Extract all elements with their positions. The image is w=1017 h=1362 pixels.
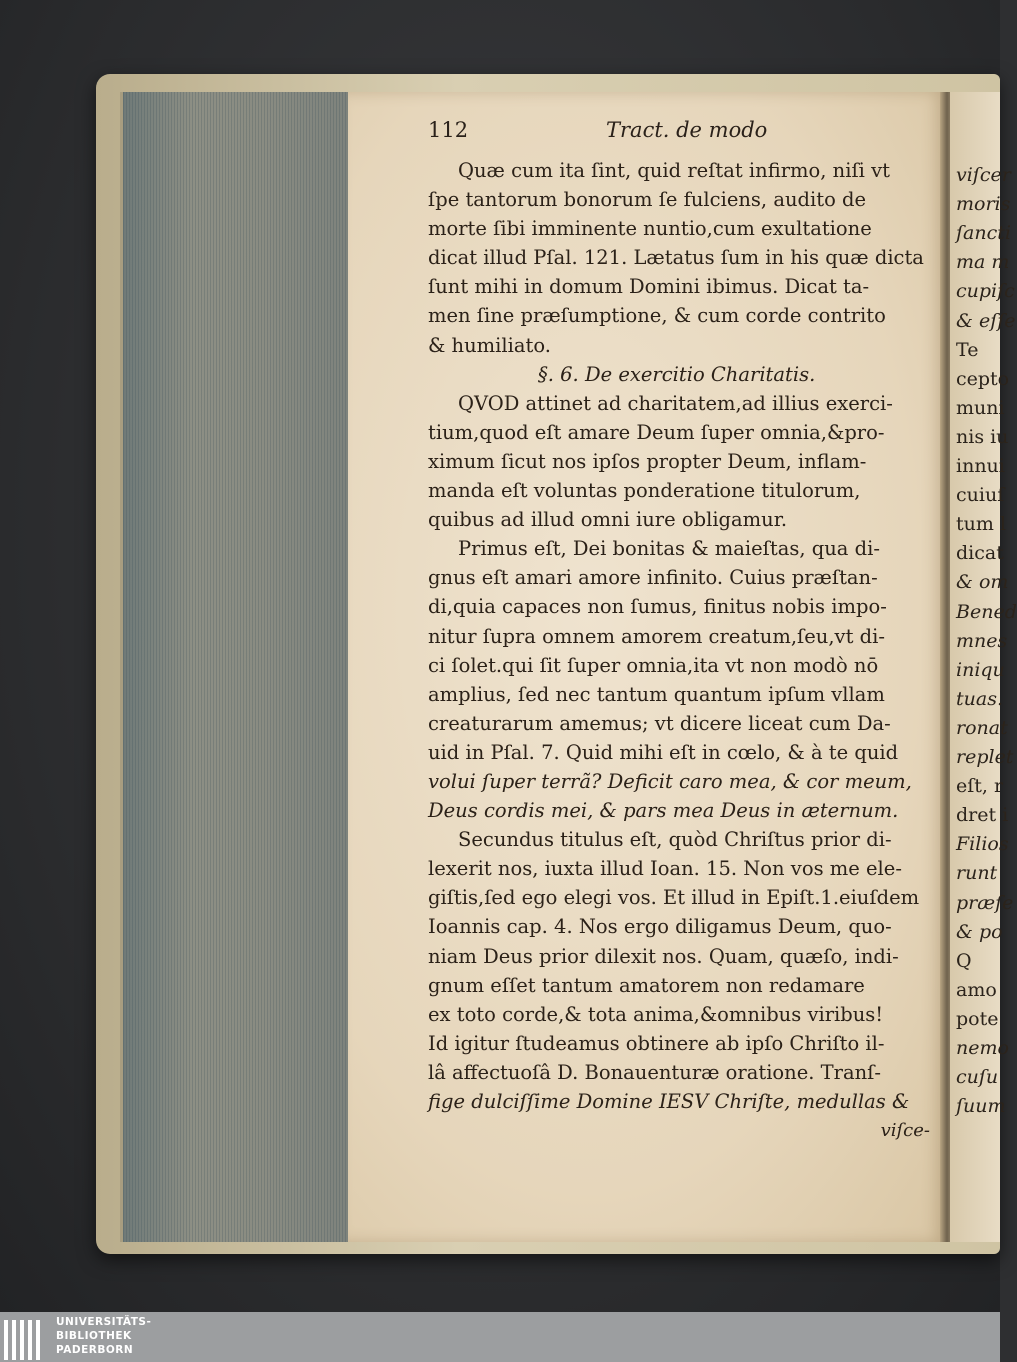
text-line: Deus cordis mei, & pars mea Deus in æternum. bbox=[428, 799, 899, 823]
facing-page-line: pote bbox=[956, 1007, 999, 1030]
text-line: volui ſuper terrã? Deficit caro mea, & cor meum, bbox=[428, 769, 912, 793]
facing-page-line: Bened bbox=[956, 600, 1017, 623]
facing-page-line: dicat bbox=[956, 542, 1004, 565]
facing-page-line: amo bbox=[956, 978, 997, 1001]
text-line: manda eſt voluntas ponderatione titulorum, bbox=[428, 479, 861, 503]
text-line: ximum ſicut nos ipſos propter Deum, inflam- bbox=[428, 449, 867, 473]
text-line: creaturarum amemus; vt dicere liceat cum Da- bbox=[428, 711, 891, 735]
facing-page-line: runt bbox=[956, 862, 998, 885]
text-line: §. 6. De exercitio Charitatis. bbox=[538, 362, 816, 386]
page-text bbox=[428, 156, 938, 1145]
facing-page-line: & eſſe bbox=[956, 309, 1016, 332]
text-line: ſunt mihi in domum Domini ibimus. Dicat ta- bbox=[428, 275, 870, 299]
text-line: di,quia capaces non ſumus, finitus nobis impo- bbox=[428, 595, 887, 619]
facing-page-line: cuiuſ bbox=[956, 484, 1005, 507]
facing-page-line: moris bbox=[956, 193, 1011, 216]
facing-page-line: & po bbox=[956, 920, 1003, 943]
text-line: men ſine præſumptione, & cum corde contrito bbox=[428, 304, 886, 328]
facing-page-line: Filios bbox=[956, 833, 1009, 856]
text-line: amplius, ſed nec tantum quantum ipſum vllam bbox=[428, 682, 885, 706]
facing-page-line: replet bbox=[956, 746, 1014, 768]
facing-page-line: tuas. bbox=[956, 687, 1003, 710]
text-line: Quæ cum ita ſint, quid reſtat infirmo, niſi vt bbox=[458, 159, 890, 182]
text-line: quibus ad illud omni iure obligamur. bbox=[428, 508, 788, 532]
facing-page-line: Te bbox=[956, 338, 979, 361]
facing-page-line: dret i bbox=[956, 804, 1009, 827]
facing-page-line: innui bbox=[956, 455, 1005, 477]
text-line: ſpe tantorum bonorum ſe fulciens, audito de bbox=[428, 188, 867, 212]
facing-page-line: cuſu bbox=[956, 1066, 999, 1089]
facing-page-line: eſt, r bbox=[956, 775, 1004, 798]
facing-page-line: nis iu bbox=[956, 425, 1009, 448]
facing-page-line: ronat bbox=[956, 716, 1008, 739]
text-line: nitur ſupra omnem amorem creatum,ſeu,vt di- bbox=[428, 624, 885, 648]
page-block-edge bbox=[120, 92, 355, 1242]
facing-page-line: iniqu bbox=[956, 658, 1005, 681]
facing-page-line: præſe bbox=[956, 891, 1014, 914]
text-line: tium,quod eſt amare Deum ſuper omnia,&pro- bbox=[428, 420, 885, 444]
catchword: viſce- bbox=[880, 1120, 930, 1142]
text-line: ci ſolet.qui ſit ſuper omnia,ita vt non modò nō bbox=[428, 653, 879, 677]
running-head: Tract. de modo bbox=[606, 118, 768, 142]
facing-page-line: ſancti bbox=[956, 222, 1011, 245]
library-line-3: PADERBORN bbox=[56, 1344, 134, 1356]
library-bars-logo-icon bbox=[4, 1316, 48, 1360]
text-line: Secundus titulus eſt, quòd Chriſtus prior di- bbox=[458, 828, 892, 852]
facing-page-line: cupiſc bbox=[956, 280, 1015, 303]
page-header bbox=[428, 118, 938, 148]
text-line: niam Deus prior dilexit nos. Quam, quæſo, indi- bbox=[428, 944, 899, 968]
text-line: gnum eſſet tantum amatorem non redamare bbox=[428, 973, 865, 997]
text-line: lâ affectuoſâ D. Bonauenturæ oratione. Tranſ- bbox=[428, 1060, 881, 1084]
facing-page-line: Q bbox=[956, 949, 972, 972]
facing-page-line: ma m bbox=[956, 251, 1010, 274]
text-line: Ioannis cap. 4. Nos ergo diligamus Deum, quo- bbox=[428, 915, 892, 939]
text-line: Id igitur ſtudeamus obtinere ab ipſo Chriſto il- bbox=[428, 1031, 885, 1055]
facing-page bbox=[950, 92, 1017, 1242]
text-line: fige dulciſſime Domine IESV Chriſte, medullas & bbox=[428, 1090, 910, 1113]
text-line: dicat illud Pſal. 121. Lætatus ſum in his quæ dicta bbox=[428, 246, 924, 270]
text-line: lexerit nos, iuxta illud Ioan. 15. Non vos me ele- bbox=[428, 857, 902, 881]
text-line: giſtis,ſed ego elegi vos. Et illud in Epiſt.1.eiuſdem bbox=[428, 886, 920, 910]
library-line-2: BIBLIOTHEK bbox=[56, 1330, 132, 1342]
facing-page-line: nemo bbox=[956, 1037, 1009, 1059]
text-line: morte ſibi imminente nuntio,cum exultatione bbox=[428, 217, 872, 241]
library-name bbox=[56, 1315, 151, 1357]
facing-page-line: ſuum bbox=[956, 1095, 1006, 1118]
facing-page-line: tum l bbox=[956, 513, 1007, 536]
text-line: Primus eſt, Dei bonitas & maieſtas, qua di- bbox=[458, 537, 880, 561]
text-line: gnus eſt amari amore infinito. Cuius præſtan- bbox=[428, 566, 878, 590]
text-line: & humiliato. bbox=[428, 333, 551, 357]
library-footer bbox=[0, 1312, 1000, 1362]
facing-page-line: mnes bbox=[956, 629, 1008, 652]
page-number: 112 bbox=[428, 118, 469, 142]
facing-page-line: viſcer bbox=[956, 164, 1011, 186]
text-line: uid in Pſal. 7. Quid mihi eſt in cœlo, & à te quid bbox=[428, 740, 899, 764]
facing-page-line: & om bbox=[956, 571, 1009, 594]
library-line-1: UNIVERSITÄTS- bbox=[56, 1316, 152, 1328]
text-line: QVOD attinet ad charitatem,ad illius exerci- bbox=[458, 391, 893, 415]
text-line: ex toto corde,& tota anima,&omnibus viribus! bbox=[428, 1002, 884, 1026]
facing-page-line: muni bbox=[956, 396, 1005, 419]
facing-page-line: cepto bbox=[956, 367, 1010, 390]
